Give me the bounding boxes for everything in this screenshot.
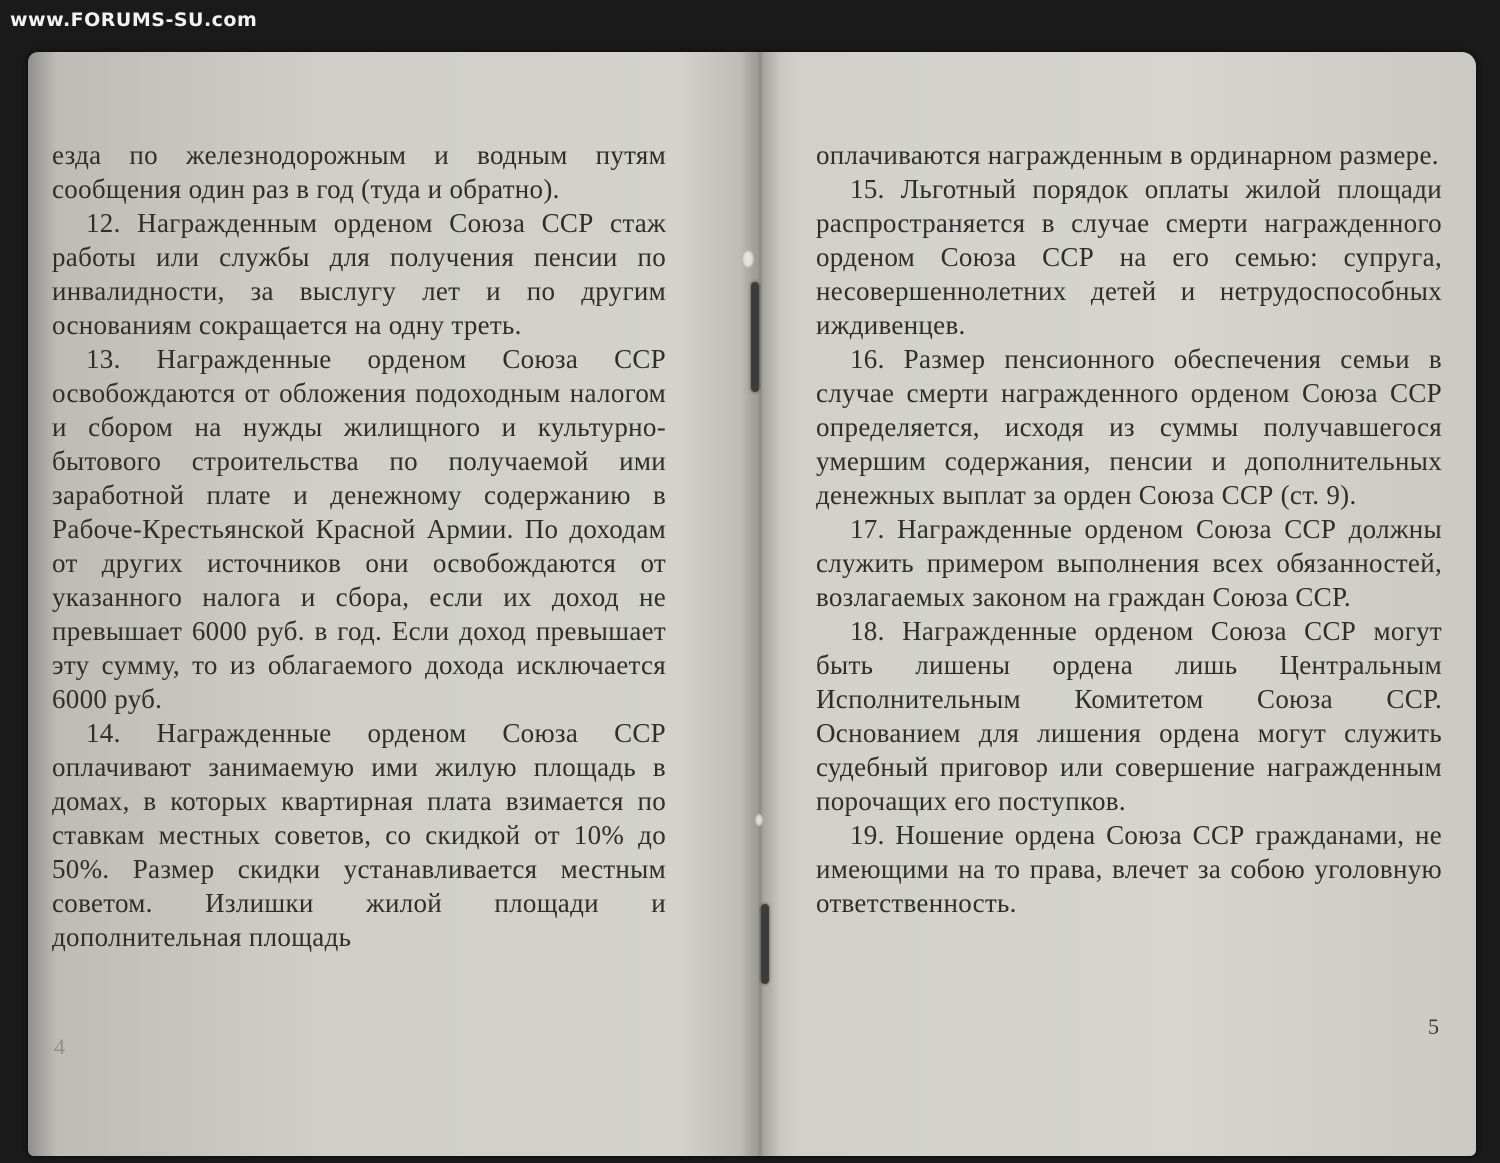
staple-bottom <box>761 904 769 984</box>
paragraph-12: 12. Награжденным орденом Союза ССР стаж работы или службы для получения пенсии по инвалидности, за выслугу лет и по другим основаниям сокращается на одну треть. <box>52 208 666 340</box>
paragraph-16: 16. Размер пенсионного обеспечения семьи в случае смерти награжденного орденом Союза ССР определяется, исходя из суммы получавшегося умершим содержания, пенсии и дополнительных денежных выплат за орден Союза ССР (ст. 9). <box>816 344 1442 510</box>
right-page <box>816 138 1442 920</box>
paragraph-15: 15. Льготный порядок оплаты жилой площади распространяется в случае смерти награжденного орденом Союза ССР на его семью: супруга, несовершеннолетних детей и нетрудоспособных иждивенцев. <box>816 174 1442 340</box>
left-page-number: 4 <box>54 1034 65 1059</box>
paragraph-11-continued: езда по железнодорожным и водным путям сообщения один раз в год (туда и обратно). <box>52 140 666 204</box>
paragraph-13: 13. Награжденные орденом Союза ССР освобождаются от обложения подоходным налогом и сбором на нужды жилищного и культурно-бытового строительства по получаемой ими заработной плате и денежному содержанию в Рабоче-Крестьянской Красной Армии. По доходам от других источников они освобождаются от указанного налога и сбора, если их доход не превышает 6000 руб. в год. Если доход превышает эту сумму, то из облагаемого дохода исключается 6000 руб. <box>52 344 666 714</box>
staple-hole <box>755 814 763 826</box>
paragraph-14-continued: оплачиваются награжденным в ординарном размере. <box>816 140 1439 170</box>
paragraph-19: 19. Ношение ордена Союза ССР гражданами, не имеющими на то права, влечет за собою уголовную ответственность. <box>816 820 1442 918</box>
open-booklet <box>28 52 1476 1156</box>
left-page <box>52 138 666 954</box>
paragraph-18: 18. Награжденные орденом Союза ССР могут быть лишены ордена лишь Центральным Исполнительным Комитетом Союза ССР. Основанием для лишения ордена могут служить судебный приговор или совершение награжденным порочащих его поступков. <box>816 616 1442 816</box>
staple-top <box>751 282 759 392</box>
staple-hole <box>742 250 754 268</box>
right-page-number: 5 <box>1428 1014 1439 1039</box>
spine-fold <box>740 52 780 1156</box>
watermark: www.FORUMS-SU.com <box>10 9 258 31</box>
paragraph-17: 17. Награжденные орденом Союза ССР должны служить примером выполнения всех обязанностей, возлагаемых законом на граждан Союза ССР. <box>816 514 1442 612</box>
paragraph-14: 14. Награжденные орденом Союза ССР оплачивают занимаемую ими жилую площадь в домах, в которых квартирная плата взимается по ставкам местных советов, со скидкой от 10% до 50%. Размер скидки устанавливается местным советом. Излишки жилой площади и дополнительная площадь <box>52 718 666 952</box>
